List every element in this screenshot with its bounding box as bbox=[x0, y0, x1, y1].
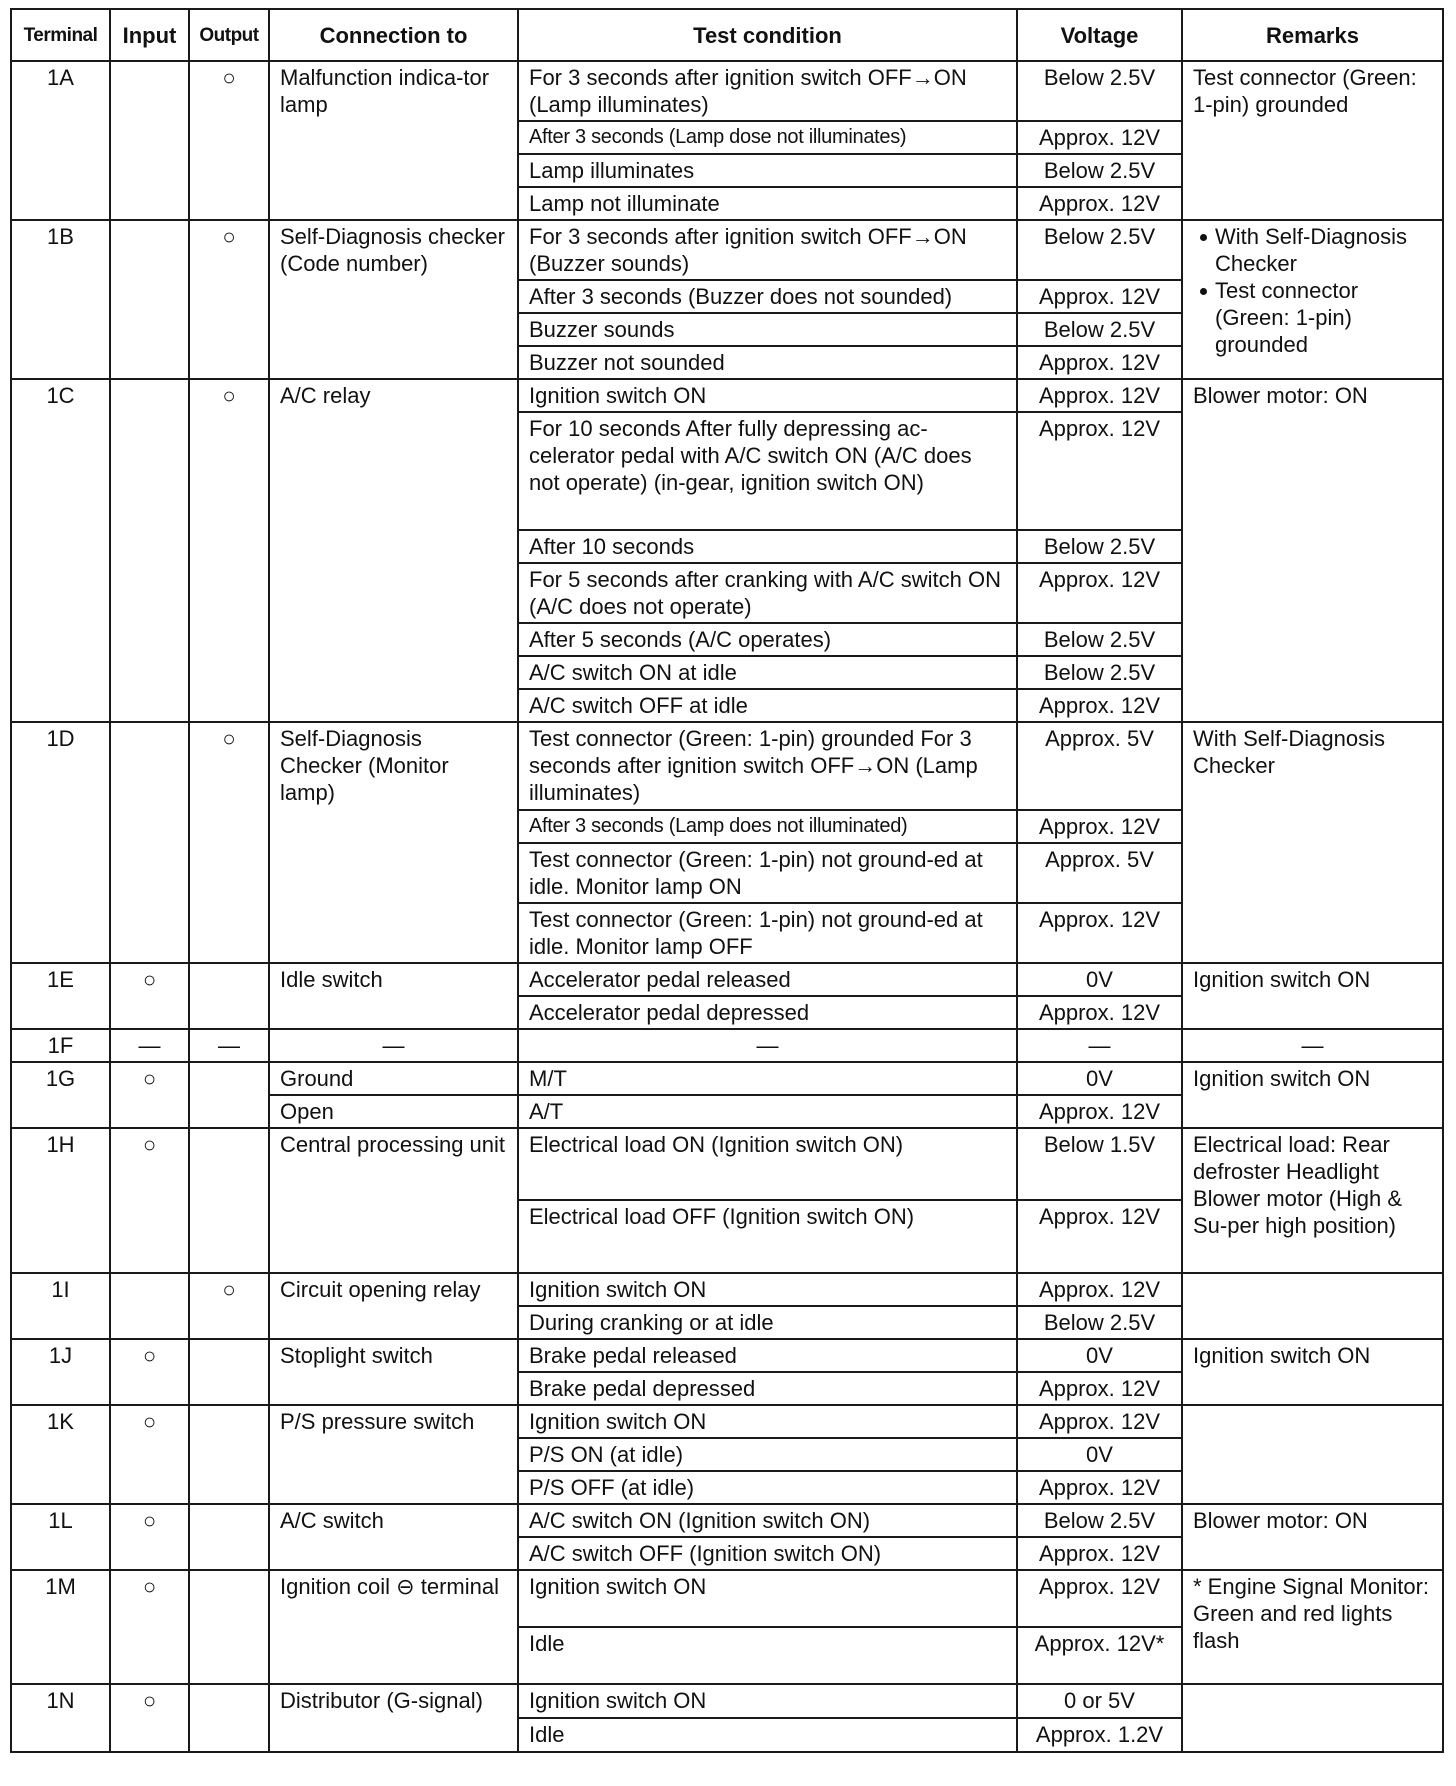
voltage-cell: Approx. 12V bbox=[1017, 280, 1182, 313]
test-condition-cell: A/C switch ON (Ignition switch ON) bbox=[518, 1504, 1017, 1537]
test-condition-cell: Electrical load ON (Ignition switch ON) bbox=[518, 1128, 1017, 1200]
voltage-cell: 0V bbox=[1017, 963, 1182, 996]
connection-cell: Circuit opening relay bbox=[269, 1273, 518, 1339]
test-condition-cell: During cranking or at idle bbox=[518, 1306, 1017, 1339]
test-condition-cell: Ignition switch ON bbox=[518, 1684, 1017, 1718]
voltage-cell: Approx. 12V bbox=[1017, 996, 1182, 1029]
test-condition-cell: For 3 seconds after ignition switch OFF→ON (Lamp illuminates) bbox=[518, 61, 1017, 121]
remarks-list-item: With Self-Diagnosis Checker bbox=[1215, 223, 1432, 277]
test-condition-cell: Electrical load OFF (Ignition switch ON) bbox=[518, 1200, 1017, 1273]
output-mark bbox=[189, 1405, 269, 1504]
test-condition-cell: Accelerator pedal depressed bbox=[518, 996, 1017, 1029]
connection-cell: Central processing unit bbox=[269, 1128, 518, 1273]
voltage-cell: Below 2.5V bbox=[1017, 1306, 1182, 1339]
table-row bbox=[11, 379, 1443, 412]
test-condition-cell: For 5 seconds after cranking with A/C switch ON (A/C does not operate) bbox=[518, 563, 1017, 623]
input-mark: ○ bbox=[110, 1339, 189, 1405]
voltage-cell: Approx. 12V bbox=[1017, 810, 1182, 843]
test-condition-cell: After 5 seconds (A/C operates) bbox=[518, 623, 1017, 656]
terminal-cell: 1C bbox=[11, 379, 110, 722]
input-mark: ○ bbox=[110, 963, 189, 1029]
output-mark bbox=[189, 1128, 269, 1273]
test-condition-cell: A/T bbox=[518, 1095, 1017, 1128]
test-condition-cell: Ignition switch ON bbox=[518, 379, 1017, 412]
input-mark: ○ bbox=[110, 1062, 189, 1128]
terminal-cell: 1F bbox=[11, 1029, 110, 1062]
connection-cell: Idle switch bbox=[269, 963, 518, 1029]
voltage-cell: Below 2.5V bbox=[1017, 623, 1182, 656]
terminal-voltage-sheet bbox=[10, 8, 1442, 1753]
table-row bbox=[11, 1570, 1443, 1627]
terminal-cell: 1D bbox=[11, 722, 110, 963]
input-mark bbox=[110, 1273, 189, 1339]
terminal-cell: 1N bbox=[11, 1684, 110, 1752]
connection-cell: Ground bbox=[269, 1062, 518, 1095]
remarks-cell bbox=[1182, 1273, 1443, 1339]
table-row bbox=[11, 1273, 1443, 1306]
header-voltage: Voltage bbox=[1017, 9, 1182, 61]
test-condition-cell: For 10 seconds After fully depressing ac-celerator pedal with A/C switch ON (A/C does not operate) (in-gear, ignition switch ON) bbox=[518, 412, 1017, 530]
voltage-cell: Approx. 12V bbox=[1017, 346, 1182, 379]
voltage-cell: Approx. 12V bbox=[1017, 1570, 1182, 1627]
table-row bbox=[11, 61, 1443, 121]
output-mark bbox=[189, 1570, 269, 1684]
table-row bbox=[11, 1128, 1443, 1200]
voltage-cell: Approx. 12V bbox=[1017, 121, 1182, 154]
remarks-cell: Ignition switch ON bbox=[1182, 963, 1443, 1029]
terminal-cell: 1I bbox=[11, 1273, 110, 1339]
table-row bbox=[11, 1339, 1443, 1372]
voltage-cell: Below 2.5V bbox=[1017, 656, 1182, 689]
terminal-cell: 1K bbox=[11, 1405, 110, 1504]
test-condition-cell: A/C switch ON at idle bbox=[518, 656, 1017, 689]
connection-cell: Stoplight switch bbox=[269, 1339, 518, 1405]
voltage-cell: Approx. 5V bbox=[1017, 843, 1182, 903]
voltage-cell: Approx. 12V bbox=[1017, 379, 1182, 412]
header-row bbox=[11, 9, 1443, 61]
output-mark bbox=[189, 1062, 269, 1128]
input-mark: ○ bbox=[110, 1570, 189, 1684]
connection-cell: Open bbox=[269, 1095, 518, 1128]
remarks-cell bbox=[1182, 1405, 1443, 1504]
connection-cell: P/S pressure switch bbox=[269, 1405, 518, 1504]
voltage-cell: Below 2.5V bbox=[1017, 1504, 1182, 1537]
voltage-cell: Approx. 12V bbox=[1017, 1372, 1182, 1405]
voltage-cell: Approx. 12V bbox=[1017, 1273, 1182, 1306]
remarks-cell: — bbox=[1182, 1029, 1443, 1062]
connection-cell: Malfunction indica-tor lamp bbox=[269, 61, 518, 220]
terminal-voltage-table bbox=[10, 8, 1444, 1753]
table-row bbox=[11, 1504, 1443, 1537]
voltage-cell: Approx. 1.2V bbox=[1017, 1718, 1182, 1752]
voltage-cell: Approx. 12V bbox=[1017, 1471, 1182, 1504]
table-row bbox=[11, 1029, 1443, 1062]
input-mark bbox=[110, 61, 189, 220]
test-condition-cell: Lamp not illuminate bbox=[518, 187, 1017, 220]
voltage-cell: Below 2.5V bbox=[1017, 220, 1182, 280]
remarks-cell: Blower motor: ON bbox=[1182, 379, 1443, 722]
test-condition-cell: Lamp illuminates bbox=[518, 154, 1017, 187]
test-condition-cell: M/T bbox=[518, 1062, 1017, 1095]
connection-cell: Distributor (G-signal) bbox=[269, 1684, 518, 1752]
test-condition-cell: Test connector (Green: 1-pin) grounded For 3 seconds after ignition switch OFF→ON (Lamp illuminates) bbox=[518, 722, 1017, 810]
voltage-cell: Approx. 12V bbox=[1017, 689, 1182, 722]
connection-cell: A/C switch bbox=[269, 1504, 518, 1570]
voltage-cell: Approx. 12V bbox=[1017, 1405, 1182, 1438]
input-mark bbox=[110, 722, 189, 963]
test-condition-cell: P/S ON (at idle) bbox=[518, 1438, 1017, 1471]
remarks-cell: * Engine Signal Monitor: Green and red lights flash bbox=[1182, 1570, 1443, 1684]
connection-cell: Self-Diagnosis checker (Code number) bbox=[269, 220, 518, 379]
table-row bbox=[11, 963, 1443, 996]
voltage-cell: Approx. 12V bbox=[1017, 903, 1182, 963]
table-body bbox=[11, 61, 1443, 1752]
output-mark: ○ bbox=[189, 61, 269, 220]
terminal-cell: 1B bbox=[11, 220, 110, 379]
output-mark bbox=[189, 1684, 269, 1752]
header-output: Output bbox=[189, 9, 269, 61]
voltage-cell: Approx. 12V bbox=[1017, 187, 1182, 220]
input-mark: ○ bbox=[110, 1128, 189, 1273]
test-condition-cell: Ignition switch ON bbox=[518, 1273, 1017, 1306]
input-mark: ○ bbox=[110, 1504, 189, 1570]
voltage-cell: Below 2.5V bbox=[1017, 530, 1182, 563]
input-mark: ○ bbox=[110, 1405, 189, 1504]
voltage-cell: Below 2.5V bbox=[1017, 61, 1182, 121]
test-condition-cell: For 3 seconds after ignition switch OFF→ON (Buzzer sounds) bbox=[518, 220, 1017, 280]
test-condition-cell: After 10 seconds bbox=[518, 530, 1017, 563]
terminal-cell: 1A bbox=[11, 61, 110, 220]
test-condition-cell: Brake pedal depressed bbox=[518, 1372, 1017, 1405]
voltage-cell: Below 2.5V bbox=[1017, 154, 1182, 187]
terminal-cell: 1J bbox=[11, 1339, 110, 1405]
voltage-cell: Approx. 12V bbox=[1017, 1200, 1182, 1273]
remarks-cell: Test connector (Green: 1-pin) grounded bbox=[1182, 61, 1443, 220]
header-terminal: Terminal bbox=[11, 9, 110, 61]
voltage-cell: Below 1.5V bbox=[1017, 1128, 1182, 1200]
test-condition-cell: P/S OFF (at idle) bbox=[518, 1471, 1017, 1504]
voltage-cell: Approx. 12V bbox=[1017, 412, 1182, 530]
table-row bbox=[11, 722, 1443, 810]
connection-cell: — bbox=[269, 1029, 518, 1062]
voltage-cell: Approx. 5V bbox=[1017, 722, 1182, 810]
connection-cell: Self-Diagnosis Checker (Monitor lamp) bbox=[269, 722, 518, 963]
test-condition-cell: Accelerator pedal released bbox=[518, 963, 1017, 996]
input-mark bbox=[110, 220, 189, 379]
terminal-cell: 1L bbox=[11, 1504, 110, 1570]
voltage-cell: Below 2.5V bbox=[1017, 313, 1182, 346]
voltage-cell: Approx. 12V* bbox=[1017, 1627, 1182, 1684]
voltage-cell: Approx. 12V bbox=[1017, 563, 1182, 623]
header-remarks: Remarks bbox=[1182, 9, 1443, 61]
voltage-cell: 0 or 5V bbox=[1017, 1684, 1182, 1718]
output-mark: ○ bbox=[189, 220, 269, 379]
table-row bbox=[11, 1405, 1443, 1438]
test-condition-cell: After 3 seconds (Buzzer does not sounded) bbox=[518, 280, 1017, 313]
table-row bbox=[11, 220, 1443, 280]
input-mark: ○ bbox=[110, 1684, 189, 1752]
remarks-cell bbox=[1182, 1684, 1443, 1752]
connection-cell: Ignition coil ⊖ terminal bbox=[269, 1570, 518, 1684]
test-condition-cell: Ignition switch ON bbox=[518, 1570, 1017, 1627]
remarks-cell bbox=[1182, 220, 1443, 379]
header-connection: Connection to bbox=[269, 9, 518, 61]
test-condition-cell: Ignition switch ON bbox=[518, 1405, 1017, 1438]
test-condition-cell: Buzzer not sounded bbox=[518, 346, 1017, 379]
test-condition-cell: Idle bbox=[518, 1627, 1017, 1684]
terminal-cell: 1M bbox=[11, 1570, 110, 1684]
test-condition-cell: A/C switch OFF (Ignition switch ON) bbox=[518, 1537, 1017, 1570]
test-condition-cell: After 3 seconds (Lamp dose not illuminates) bbox=[518, 121, 1017, 154]
voltage-cell: 0V bbox=[1017, 1438, 1182, 1471]
test-condition-cell: After 3 seconds (Lamp does not illuminated) bbox=[518, 810, 1017, 843]
remarks-cell: Electrical load: Rear defroster Headlight Blower motor (High & Su-per high position) bbox=[1182, 1128, 1443, 1273]
input-mark: — bbox=[110, 1029, 189, 1062]
remarks-cell: With Self-Diagnosis Checker bbox=[1182, 722, 1443, 963]
header-input: Input bbox=[110, 9, 189, 61]
output-mark bbox=[189, 1504, 269, 1570]
header-test-condition: Test condition bbox=[518, 9, 1017, 61]
terminal-cell: 1H bbox=[11, 1128, 110, 1273]
table-row bbox=[11, 1062, 1443, 1095]
terminal-cell: 1G bbox=[11, 1062, 110, 1128]
voltage-cell: 0V bbox=[1017, 1062, 1182, 1095]
remarks-list-item: Test connector (Green: 1-pin) grounded bbox=[1215, 277, 1432, 358]
voltage-cell: Approx. 12V bbox=[1017, 1095, 1182, 1128]
terminal-cell: 1E bbox=[11, 963, 110, 1029]
test-condition-cell: Test connector (Green: 1-pin) not ground-ed at idle. Monitor lamp OFF bbox=[518, 903, 1017, 963]
output-mark: ○ bbox=[189, 1273, 269, 1339]
test-condition-cell: Idle bbox=[518, 1718, 1017, 1752]
voltage-cell: Approx. 12V bbox=[1017, 1537, 1182, 1570]
test-condition-cell: — bbox=[518, 1029, 1017, 1062]
remarks-cell: Ignition switch ON bbox=[1182, 1062, 1443, 1128]
remarks-list bbox=[1193, 223, 1432, 358]
output-mark bbox=[189, 963, 269, 1029]
test-condition-cell: Test connector (Green: 1-pin) not ground-ed at idle. Monitor lamp ON bbox=[518, 843, 1017, 903]
remarks-cell: Blower motor: ON bbox=[1182, 1504, 1443, 1570]
output-mark: — bbox=[189, 1029, 269, 1062]
output-mark bbox=[189, 1339, 269, 1405]
output-mark: ○ bbox=[189, 379, 269, 722]
voltage-cell: — bbox=[1017, 1029, 1182, 1062]
input-mark bbox=[110, 379, 189, 722]
connection-cell: A/C relay bbox=[269, 379, 518, 722]
test-condition-cell: Brake pedal released bbox=[518, 1339, 1017, 1372]
table-row bbox=[11, 1684, 1443, 1718]
remarks-cell: Ignition switch ON bbox=[1182, 1339, 1443, 1405]
output-mark: ○ bbox=[189, 722, 269, 963]
test-condition-cell: A/C switch OFF at idle bbox=[518, 689, 1017, 722]
voltage-cell: 0V bbox=[1017, 1339, 1182, 1372]
test-condition-cell: Buzzer sounds bbox=[518, 313, 1017, 346]
